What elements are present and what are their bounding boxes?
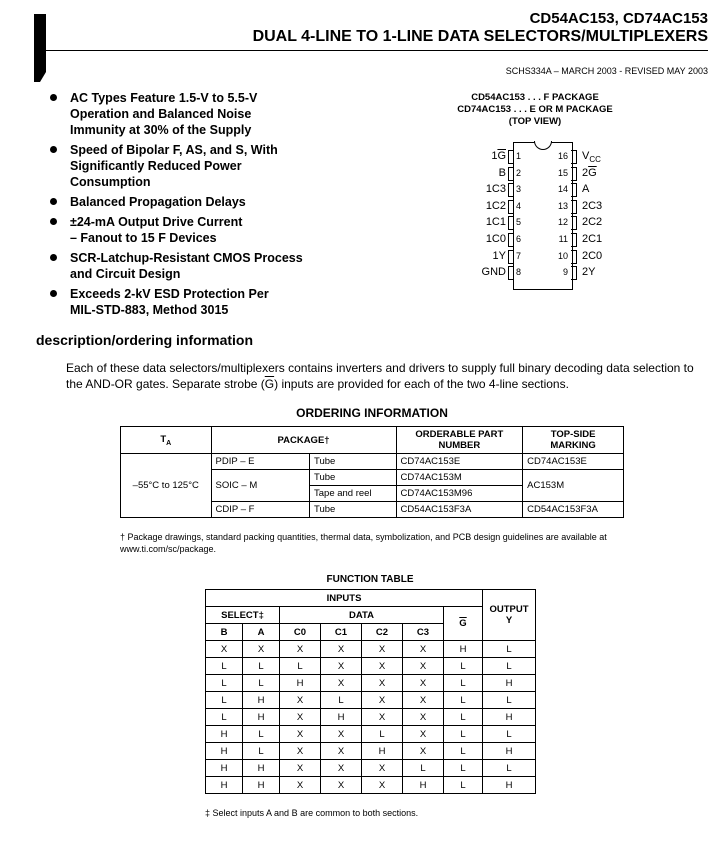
output-header	[483, 590, 536, 641]
pin-number: 8	[516, 267, 522, 278]
pin-lead	[508, 183, 514, 197]
package-label-f: CD54AC153 . . . F PACKAGE	[471, 92, 599, 103]
pin-number: 7	[516, 250, 522, 261]
feature-item	[50, 90, 350, 138]
table-cell: L	[206, 709, 243, 726]
part-cell: CD74AC153M96	[396, 486, 523, 502]
part-cell: CD74AC153M	[396, 470, 523, 486]
pin-name-bar: $\overline{G}$	[497, 150, 506, 162]
bullet-icon	[50, 290, 57, 297]
pin-lead	[508, 233, 514, 247]
inputs-header: INPUTS	[206, 590, 483, 607]
doc-number: SCHS334A – MARCH 2003 - REVISED MAY 2003	[505, 66, 708, 76]
table-row	[206, 675, 536, 692]
table-cell: X	[321, 726, 362, 743]
description-paragraph	[66, 360, 711, 392]
form-cell: Tube	[310, 502, 397, 518]
table-cell: H	[483, 709, 536, 726]
table-cell: H	[243, 709, 280, 726]
pin-name: 2C1	[582, 233, 603, 245]
pin-number: 3	[516, 184, 522, 195]
table-cell: H	[321, 709, 362, 726]
feature-text: Exceeds 2-kV ESD Protection Per	[70, 287, 269, 301]
header-bar-tip	[34, 72, 46, 82]
bullet-icon	[50, 254, 57, 261]
g-label: $\overline{G}$	[459, 618, 467, 629]
table-cell: X	[321, 777, 362, 794]
feature-text: and Circuit Design	[70, 267, 181, 281]
feature-text: Significantly Reduced Power	[70, 159, 242, 173]
pin-lead	[571, 216, 577, 230]
table-cell: L	[321, 692, 362, 709]
pin-lead	[508, 200, 514, 214]
table-cell: X	[280, 760, 321, 777]
package-label-em: CD74AC153 . . . E OR M PACKAGE	[457, 104, 613, 115]
pin-number: 15	[557, 167, 568, 178]
table-cell: X	[280, 641, 321, 658]
table-row	[206, 641, 536, 658]
table-cell: X	[403, 692, 444, 709]
column-header: A	[243, 624, 280, 641]
table-cell: L	[243, 743, 280, 760]
pin-number: 12	[557, 217, 568, 228]
output-label: OUTPUT	[489, 604, 529, 615]
column-header: C0	[280, 624, 321, 641]
table-cell: L	[243, 675, 280, 692]
doc-title-description: DUAL 4-LINE TO 1-LINE DATA SELECTORS/MULTIPLEXERS	[252, 28, 708, 45]
pin-lead	[508, 167, 514, 181]
feature-text: Balanced Propagation Delays	[70, 195, 246, 209]
table-cell: H	[243, 777, 280, 794]
table-cell: H	[243, 760, 280, 777]
column-header: B	[206, 624, 243, 641]
description-text-2: ) inputs are provided for each of the two 4-line sections.	[274, 377, 569, 391]
table-row	[206, 726, 536, 743]
pin-name: 1C2	[485, 199, 506, 212]
table-cell: H	[444, 641, 483, 658]
table-cell: X	[362, 675, 403, 692]
pin-name: 2Y	[582, 266, 596, 279]
mark-cell: CD54AC153F3A	[523, 502, 624, 518]
pkg-cell: SOIC – M	[211, 470, 309, 502]
table-cell: H	[483, 777, 536, 794]
pin-number: 11	[558, 234, 568, 244]
pkg-cell: PDIP – E	[211, 454, 309, 470]
table-cell: L	[362, 726, 403, 743]
table-cell: X	[280, 726, 321, 743]
table-cell: X	[362, 709, 403, 726]
bullet-icon	[50, 198, 57, 205]
feature-item	[50, 286, 350, 318]
header-ta: $T_A$	[121, 427, 212, 454]
table-cell: X	[321, 760, 362, 777]
pin-name: 2C3	[582, 199, 603, 212]
table-cell: L	[444, 709, 483, 726]
vcc-sub: CC	[589, 155, 601, 165]
column-header: C3	[403, 624, 444, 641]
temp-range: –55°C to 125°C	[121, 454, 212, 518]
pin-number: 6	[516, 234, 522, 244]
pin-name: $1\overline{G}$	[491, 150, 506, 162]
header-marking: TOP-SIDE MARKING	[523, 427, 624, 454]
table-cell: L	[206, 675, 243, 692]
package-label-view: (TOP VIEW)	[508, 116, 562, 127]
table-cell: X	[403, 726, 444, 743]
pin-lead	[571, 150, 577, 164]
header-part: ORDERABLE PART NUMBER	[396, 427, 523, 454]
feature-text: MIL-STD-883, Method 3015	[70, 303, 229, 317]
header-package: PACKAGE†	[211, 427, 396, 454]
pin-name: 2C0	[582, 249, 603, 262]
pin-lead	[571, 200, 577, 214]
table-row	[206, 709, 536, 726]
pin-lead	[571, 183, 577, 197]
ordering-table	[120, 426, 624, 518]
table-cell: H	[206, 760, 243, 777]
g-header	[444, 607, 483, 641]
feature-item	[50, 194, 350, 210]
table-row	[206, 743, 536, 760]
doc-title-parts: CD54AC153, CD74AC153	[529, 10, 708, 27]
pin-lead	[571, 250, 577, 264]
table-cell: H	[206, 777, 243, 794]
pin-name: B	[498, 166, 506, 179]
column-header: C1	[321, 624, 362, 641]
table-cell: L	[243, 726, 280, 743]
table-cell: X	[362, 777, 403, 794]
bullet-icon	[50, 146, 57, 153]
pin-name: A	[582, 183, 590, 196]
table-cell: L	[444, 777, 483, 794]
table-cell: L	[243, 658, 280, 675]
table-cell: H	[483, 743, 536, 760]
table-cell: X	[280, 777, 321, 794]
pin-number: 13	[557, 200, 568, 211]
feature-item	[50, 250, 350, 282]
table-cell: L	[206, 658, 243, 675]
select-header: SELECT‡	[206, 607, 280, 624]
table-cell: X	[280, 743, 321, 760]
table-cell: L	[444, 658, 483, 675]
table-cell: X	[403, 743, 444, 760]
strobe-signal: $\overline{G}$	[264, 377, 275, 391]
table-cell: L	[403, 760, 444, 777]
table-cell: X	[321, 743, 362, 760]
table-cell: H	[243, 692, 280, 709]
feature-list	[50, 90, 350, 322]
table-cell: X	[280, 692, 321, 709]
feature-text: Immunity at 30% of the Supply	[70, 123, 252, 137]
table-cell: X	[362, 692, 403, 709]
pkg-cell: CDIP – F	[211, 502, 309, 518]
table-cell: X	[321, 675, 362, 692]
feature-text: ±24-mA Output Drive Current	[70, 215, 243, 229]
table-cell: H	[206, 743, 243, 760]
pin-lead	[571, 266, 577, 280]
table-cell: H	[483, 675, 536, 692]
pin-name: 1C1	[485, 216, 506, 229]
data-header: DATA	[280, 607, 444, 624]
pin-number: 2	[516, 167, 522, 178]
pin-name: $V_{CC}$	[582, 150, 601, 165]
pin-number: 1	[516, 151, 522, 161]
bullet-icon	[50, 94, 57, 101]
table-cell: X	[362, 641, 403, 658]
pin-lead	[508, 250, 514, 264]
bullet-icon	[50, 218, 57, 225]
function-table	[205, 589, 536, 794]
feature-text: Speed of Bipolar F, AS, and S, With	[70, 143, 278, 157]
pin-lead	[508, 216, 514, 230]
table-cell: L	[483, 692, 536, 709]
description-text-1: Each of these data selectors/multiplexers contains inverters and drivers to supply full binary decoding data selection to the AND-OR gates. Separate strobe (	[66, 361, 694, 391]
table-cell: L	[444, 760, 483, 777]
table-cell: X	[403, 675, 444, 692]
section-heading: description/ordering information	[36, 332, 254, 348]
table-cell: X	[362, 760, 403, 777]
feature-text: Operation and Balanced Noise	[70, 107, 252, 121]
feature-item	[50, 142, 350, 190]
ordering-title: ORDERING INFORMATION	[296, 406, 448, 420]
table-cell: L	[483, 658, 536, 675]
pin-number: 9	[562, 267, 568, 278]
pin-name: GND	[481, 266, 506, 279]
form-cell: Tube	[310, 454, 397, 470]
pin-name: 1C3	[485, 183, 506, 196]
pin-number: 16	[557, 151, 568, 161]
table-row	[206, 760, 536, 777]
part-cell: CD54AC153F3A	[396, 502, 523, 518]
feature-item	[50, 214, 350, 246]
pin-lead	[571, 233, 577, 247]
table-cell: X	[321, 641, 362, 658]
output-sub: Y	[505, 615, 513, 626]
header-bar-decoration	[34, 14, 46, 72]
feature-text: SCR-Latchup-Resistant CMOS Process	[70, 251, 303, 265]
form-cell: Tape and reel	[310, 486, 397, 502]
table-cell: X	[403, 641, 444, 658]
package-footnote: † Package drawings, standard packing quantities, thermal data, symbolization, and PCB design guidelines are available at www.ti.com/sc/package.	[120, 532, 607, 554]
table-cell: L	[444, 743, 483, 760]
table-cell: L	[444, 692, 483, 709]
pin-name: $2\overline{G}$	[582, 166, 597, 179]
table-cell: H	[403, 777, 444, 794]
pin-name: 1C0	[485, 233, 506, 245]
table-row	[121, 454, 624, 470]
pin-lead	[508, 150, 514, 164]
table-cell: X	[403, 709, 444, 726]
pin-number: 14	[557, 184, 568, 195]
table-cell: X	[403, 658, 444, 675]
table-cell: X	[243, 641, 280, 658]
table-cell: H	[280, 675, 321, 692]
table-cell: L	[483, 641, 536, 658]
column-header: C2	[362, 624, 403, 641]
ordering-header-row	[121, 427, 624, 454]
pin-number: 10	[557, 250, 568, 261]
part-cell: CD74AC153E	[396, 454, 523, 470]
pin-number: 5	[516, 217, 522, 228]
feature-text: – Fanout to 15 F Devices	[70, 231, 217, 245]
table-row	[206, 692, 536, 709]
mark-cell: CD74AC153E	[523, 454, 624, 470]
pin-lead	[508, 266, 514, 280]
table-cell: X	[280, 709, 321, 726]
table-cell: X	[362, 658, 403, 675]
function-table-title: FUNCTION TABLE	[326, 574, 414, 585]
table-cell: H	[206, 726, 243, 743]
table-cell: H	[362, 743, 403, 760]
select-footnote: ‡ Select inputs A and B are common to both sections.	[205, 808, 419, 818]
table-cell: X	[321, 658, 362, 675]
table-cell: L	[280, 658, 321, 675]
pin-name: 2C2	[582, 216, 603, 229]
feature-text: Consumption	[70, 175, 151, 189]
mark-cell: AC153M	[523, 470, 624, 502]
pin-name-bar: $\overline{G}$	[588, 166, 597, 179]
pin-lead	[571, 167, 577, 181]
table-cell: L	[483, 760, 536, 777]
header-rule	[44, 50, 708, 51]
table-cell: L	[206, 692, 243, 709]
feature-text: AC Types Feature 1.5-V to 5.5-V	[70, 91, 258, 105]
pin-number: 4	[516, 200, 522, 211]
table-cell: L	[483, 726, 536, 743]
table-cell: L	[444, 675, 483, 692]
table-row	[206, 777, 536, 794]
table-cell: X	[206, 641, 243, 658]
table-row	[206, 658, 536, 675]
table-cell: L	[444, 726, 483, 743]
pin-name: 1Y	[492, 249, 506, 262]
form-cell: Tube	[310, 470, 397, 486]
